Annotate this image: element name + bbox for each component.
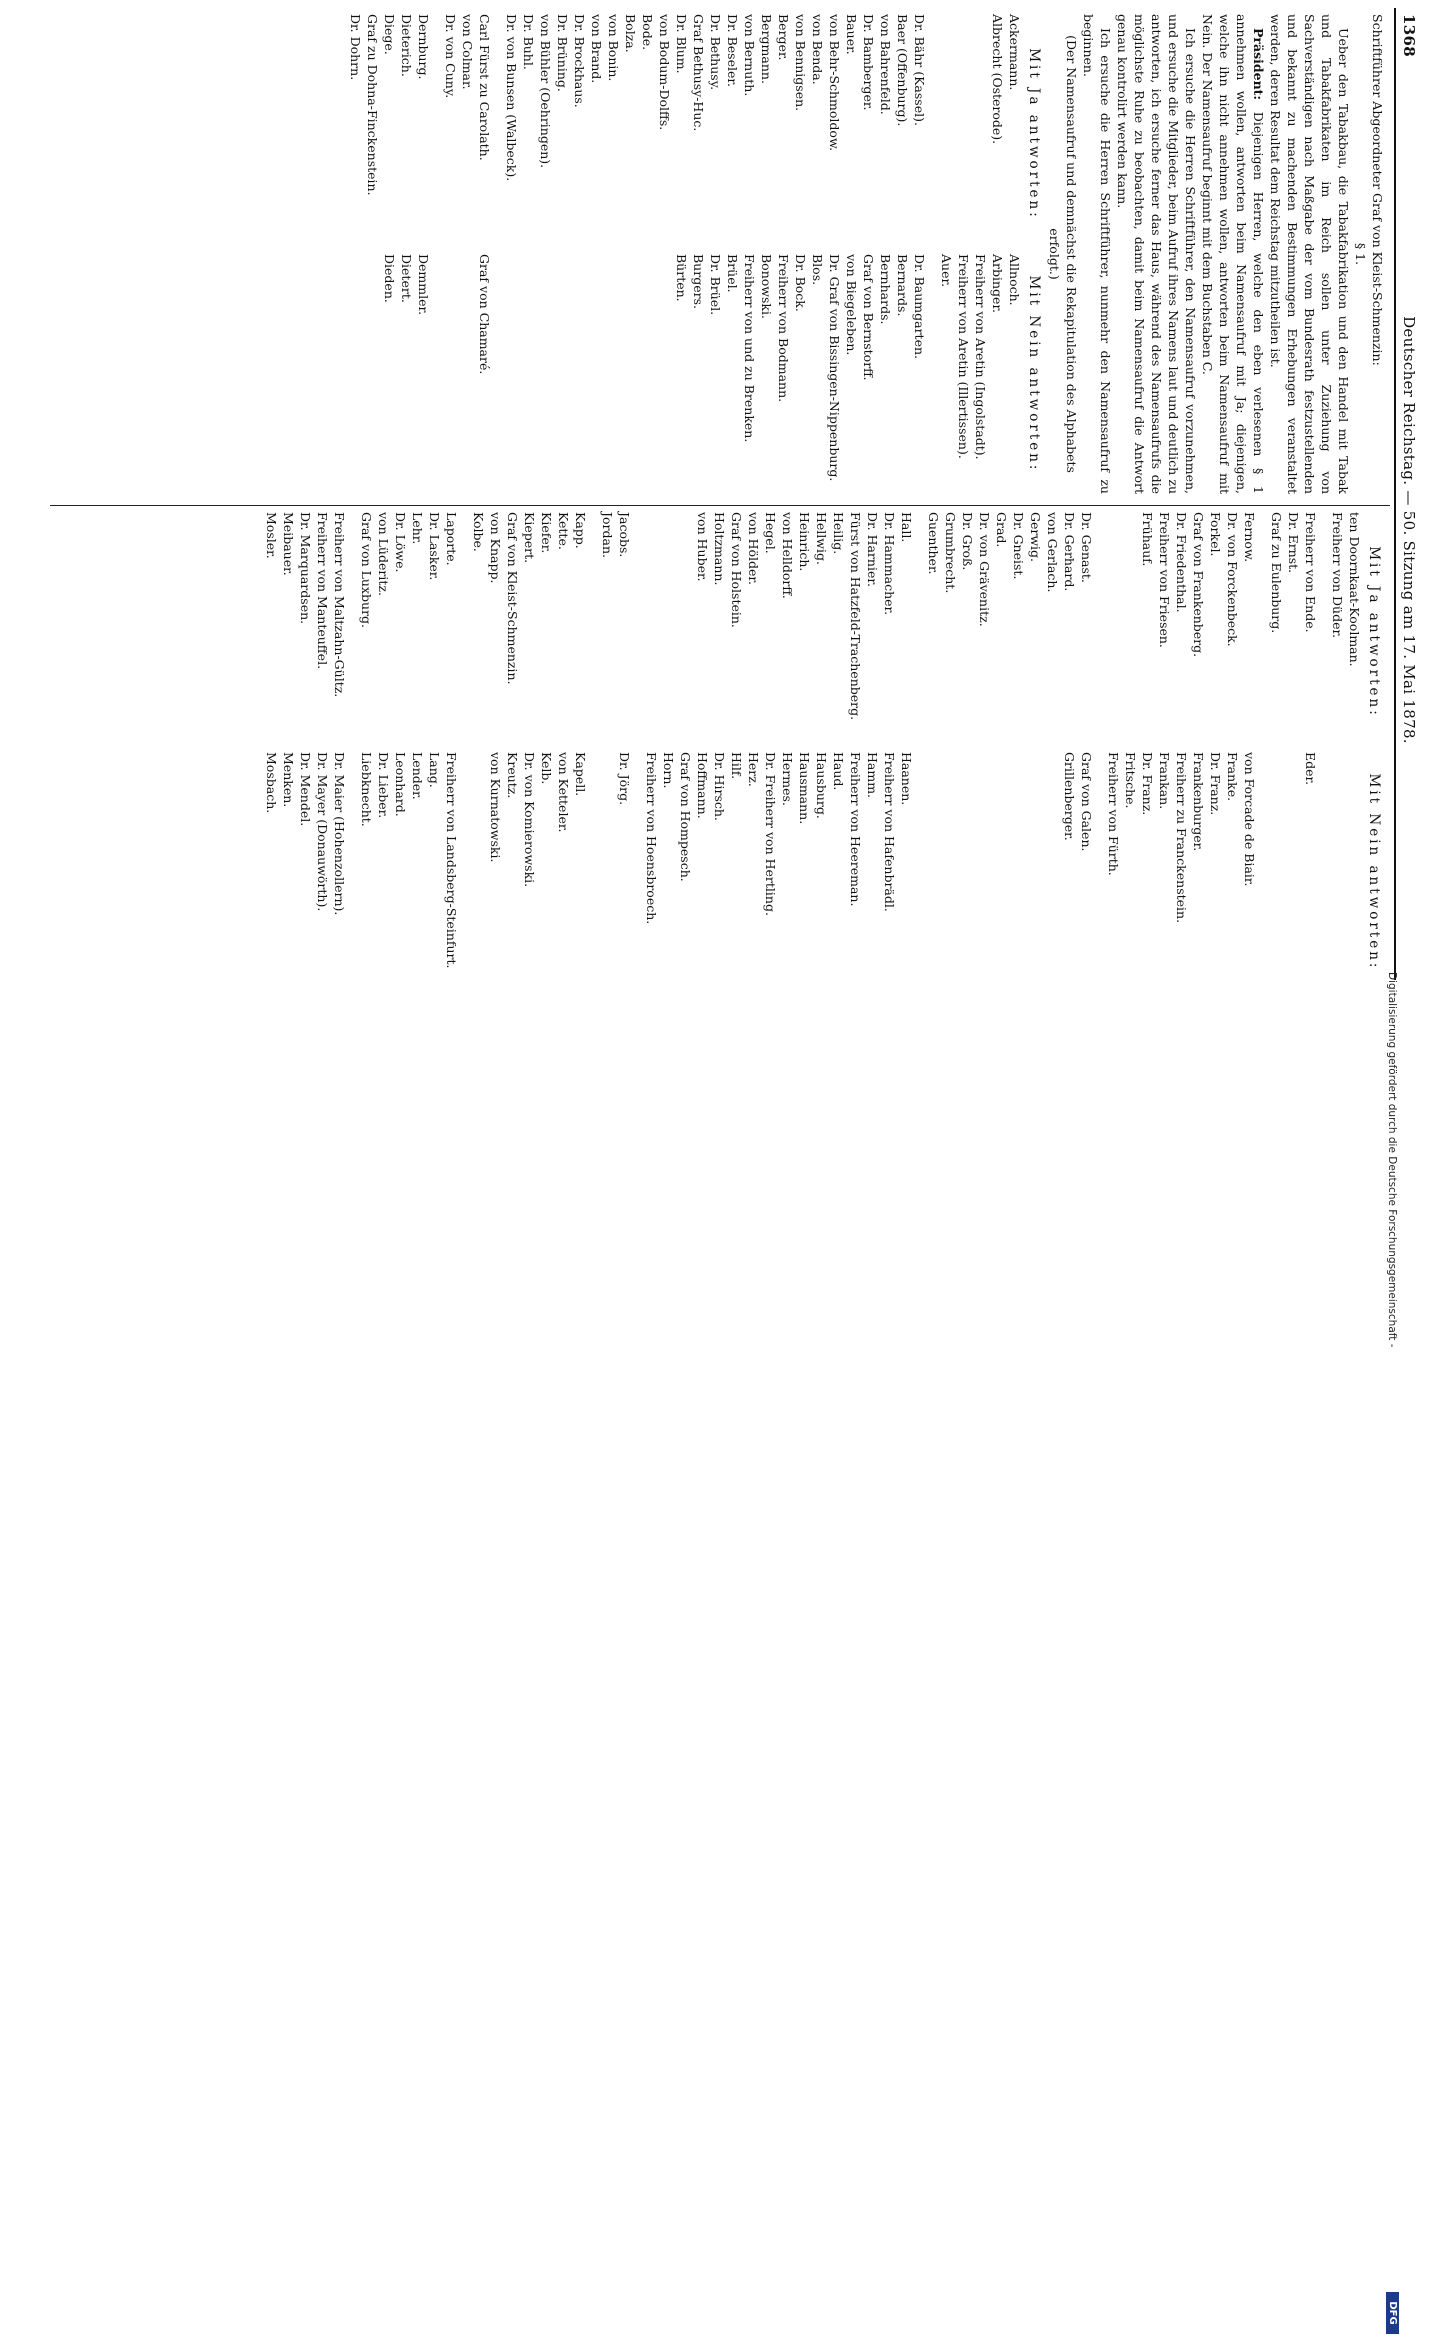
member-name: Hermes. bbox=[780, 752, 795, 806]
member-name: Auer. bbox=[939, 254, 954, 288]
member-name: von Forcade de Biair. bbox=[1242, 752, 1257, 887]
member-name: Carl Fürst zu Carolath. bbox=[477, 14, 492, 161]
member-name: Graf von Holstein. bbox=[729, 512, 744, 628]
member-name: Dr. von Cuny. bbox=[443, 14, 458, 99]
member-name: Forkel. bbox=[1208, 512, 1223, 557]
member-name: von Lüderitz. bbox=[376, 512, 391, 596]
member-name: Dr. Bamberger. bbox=[861, 14, 876, 111]
member-name: Bonowski. bbox=[759, 254, 774, 319]
member-name: Dr. Ernst. bbox=[1286, 512, 1301, 574]
nein-heading-right: Mit Nein antworten: bbox=[1366, 773, 1382, 971]
ja-heading-left: Mit Ja antworten: bbox=[1026, 48, 1042, 220]
ja-list bbox=[503, 14, 928, 254]
member-name: Jordan. bbox=[600, 512, 615, 558]
member-name: Freiherr von Ende. bbox=[1303, 512, 1318, 633]
nein-list bbox=[263, 752, 348, 992]
member-name: Dr. von Komierowski. bbox=[522, 752, 537, 888]
member-name: Grillenberger. bbox=[1062, 752, 1077, 841]
member-name: Freiherr von Fürth. bbox=[1106, 752, 1121, 876]
member-name: Heinrich. bbox=[797, 512, 812, 572]
member-name: Fürst von Hatzfeld-Trachenberg. bbox=[848, 512, 863, 721]
member-name: Albrecht (Osterode). bbox=[990, 14, 1005, 145]
vote-group-left-1 bbox=[938, 14, 1023, 494]
member-name: Ackermann. bbox=[1007, 14, 1022, 91]
member-name: Fernow. bbox=[1242, 512, 1257, 563]
member-name: Bauer. bbox=[844, 14, 859, 55]
nein-list-empty bbox=[1329, 752, 1363, 992]
nein-list bbox=[1268, 752, 1319, 992]
member-name: Dr. Buhl. bbox=[521, 14, 536, 70]
member-name: Frankenburger. bbox=[1191, 752, 1206, 852]
member-name: Burgers. bbox=[691, 254, 706, 309]
member-name: Hausmann. bbox=[797, 752, 812, 825]
member-name: Lehr. bbox=[410, 512, 425, 545]
member-name: Dr. Freiherr von Hertling. bbox=[763, 752, 778, 916]
member-name: Hellwig. bbox=[814, 512, 829, 565]
member-name: Bernhards. bbox=[878, 254, 893, 325]
member-name: von Bonin. bbox=[606, 14, 621, 82]
member-name: Freiherr von Heereman. bbox=[848, 752, 863, 907]
member-name: von Knapp. bbox=[488, 512, 503, 584]
nein-list bbox=[358, 752, 460, 992]
right-column bbox=[263, 512, 1386, 992]
member-name: Dr. Graf von Bissingen-Nippenburg. bbox=[827, 254, 842, 482]
member-name: Bernards. bbox=[895, 254, 910, 317]
member-name: Graf von Kleist-Schmenzin. bbox=[505, 512, 520, 685]
member-name: Dr. Bähr (Kassel). bbox=[912, 14, 927, 126]
member-name: Haud. bbox=[831, 752, 846, 791]
member-name: Freiherr von Düder. bbox=[1330, 512, 1345, 639]
member-name: Dr. Dohrn. bbox=[348, 14, 363, 81]
vote-group-right-6 bbox=[643, 512, 915, 992]
member-name: Dietert. bbox=[399, 254, 414, 303]
member-name: Kolbe. bbox=[471, 512, 486, 552]
ja-list bbox=[599, 512, 633, 752]
vote-group-right-7 bbox=[599, 512, 633, 992]
member-name: Kelb. bbox=[539, 752, 554, 785]
member-name: Lender. bbox=[410, 752, 425, 800]
member-name: Demmler. bbox=[416, 254, 431, 316]
member-name: von Brand. bbox=[589, 14, 604, 84]
member-name: Dieden. bbox=[382, 254, 397, 303]
member-name: Diege. bbox=[382, 14, 397, 55]
member-name: Dr. Löwe. bbox=[393, 512, 408, 573]
member-name: von Ketteler. bbox=[556, 752, 571, 833]
member-name: Gerwig. bbox=[1028, 512, 1043, 563]
ja-list bbox=[1105, 512, 1258, 752]
member-name: Freiherr von Aretin (Ingolstadt). bbox=[973, 254, 988, 460]
member-name: Hamm. bbox=[865, 752, 880, 799]
nein-list bbox=[1010, 752, 1095, 992]
member-name: Freiherr von Friesen. bbox=[1157, 512, 1172, 648]
member-name: Dr. Franz. bbox=[1140, 752, 1155, 816]
member-name: Freiherr von Hoensbroech. bbox=[644, 752, 659, 925]
page-number: 1368 bbox=[1400, 14, 1418, 57]
member-name: Heilig. bbox=[831, 512, 846, 555]
president-paragraph-3: Ich ersuche die Herren Schriftführer, nunmehr den Namensaufruf zu beginnen. bbox=[1081, 14, 1113, 494]
member-name: Mosler. bbox=[264, 512, 279, 559]
ja-list bbox=[442, 14, 493, 254]
bracket-note: (Der Namensaufruf und demnächst die Rekapitulation des Alphabets erfolgt.) bbox=[1047, 35, 1079, 473]
member-name: von Colmar. bbox=[460, 14, 475, 90]
header-rule bbox=[1394, 8, 1396, 980]
digitization-note: Digitalisierung gefördert durch die Deutsche Forschungsgemeinschaft - bbox=[1386, 972, 1398, 1348]
member-name: von Helldorff. bbox=[780, 512, 795, 599]
nein-list bbox=[442, 254, 493, 494]
member-name: ten Doornkaat-Koolman. bbox=[1347, 512, 1362, 667]
member-name: Graf von Bernstorff. bbox=[861, 254, 876, 381]
member-name: Freiherr von Aretin (Illertissen). bbox=[956, 254, 971, 459]
member-name: Herz. bbox=[746, 752, 761, 787]
member-name: Kreutz. bbox=[505, 752, 520, 799]
member-name: Franke. bbox=[1225, 752, 1240, 802]
member-name: Dr. Harnier. bbox=[865, 512, 880, 587]
president-text-1: Diejenigen Herren, welche den eben verlesenen § 1 annehmen wollen, antworten beim Namensaufruf mit Ja; diejenigen, welche ihn nicht annehmen wollen, antworten beim Namensaufruf mit Nein. Der Namensaufruf beginnt mit dem Buchstaben C. bbox=[1200, 14, 1266, 494]
member-name: Dr. von Grävenitz. bbox=[977, 512, 992, 627]
header-title: Deutscher Reichstag. — 50. Sitzung am 17. Mai 1878. bbox=[1400, 316, 1418, 744]
member-name: von Biegeleben. bbox=[844, 254, 859, 356]
member-name: Hegel. bbox=[763, 512, 778, 554]
member-name: Freiherr von Manteuffel. bbox=[315, 512, 330, 670]
member-name: Graf von Galen. bbox=[1079, 752, 1094, 852]
nein-list bbox=[643, 752, 915, 992]
member-name: von Kurnatowski. bbox=[488, 752, 503, 863]
law-text: Ueber den Tabakbau, die Tabakfabrikation und den Handel mit Tabak und Tabakfabrikaten im Reich sollen unter Zuziehung von Sachverständigen nach Maßgabe der vom Bundesrath festzustellenden und bekannt zu machenden Bestimmungen Erhebungen veranstaltet werden, deren Resultat dem Reichstag mitzutheilen ist. bbox=[1268, 14, 1351, 494]
vote-group-right-9 bbox=[358, 512, 460, 992]
member-name: Dr. Gerhard. bbox=[1062, 512, 1077, 592]
member-name: von Benda. bbox=[810, 14, 825, 85]
vote-group-right-3 bbox=[1105, 512, 1258, 992]
member-name: Brüel. bbox=[725, 254, 740, 293]
member-name: Dieterich. bbox=[399, 14, 414, 77]
nein-heading-left: Mit Nein antworten: bbox=[1026, 275, 1042, 473]
member-name: Freiherr von Maltzahn-Gültz. bbox=[332, 512, 347, 698]
member-name: Dr. Hammacher. bbox=[882, 512, 897, 616]
president-paragraph-2: Ich ersuche die Herren Schriftführer, den Namensaufruf vorzunehmen, und ersuche die Mitglieder, beim Aufruf ihres Namens laut und deutlich zu antworten, ich ersuche ferner das Haus, während des Namensaufrufs die möglichste Ruhe zu beobachten, damit beim Namensaufruf die Antwort genau kontrolirt werden kann. bbox=[1115, 14, 1198, 494]
member-name: Liebknecht. bbox=[359, 752, 374, 827]
ja-list bbox=[1329, 512, 1363, 752]
member-name: Dr. Hirsch. bbox=[712, 752, 727, 821]
vote-group-left-3 bbox=[442, 14, 493, 494]
nein-list bbox=[938, 254, 1023, 494]
member-name: Guenther. bbox=[926, 512, 941, 575]
ja-list bbox=[938, 14, 1023, 254]
member-name: Dr. Friedenthal. bbox=[1174, 512, 1189, 613]
member-name: Kapp. bbox=[573, 512, 588, 549]
nein-list bbox=[503, 254, 928, 494]
member-name: Dr. Mayer (Donauwörth). bbox=[315, 752, 330, 912]
member-name: Graf von Frankenberg. bbox=[1191, 512, 1206, 658]
member-name: Lang. bbox=[427, 752, 442, 788]
member-name: Dr. Brockhaus. bbox=[572, 14, 587, 108]
member-name: Dr. Bethusy. bbox=[708, 14, 723, 91]
member-name: von Hölder. bbox=[746, 512, 761, 586]
member-name: Freiherr zu Franckenstein. bbox=[1174, 752, 1189, 924]
member-name: Dr. Lasker. bbox=[427, 512, 442, 581]
member-name: Freiherr von und zu Brenken. bbox=[742, 254, 757, 443]
speaker-line: Schriftführer Abgeordneter Graf von Kleist-Schmenzin: bbox=[1370, 14, 1385, 366]
member-name: Hilf. bbox=[729, 752, 744, 780]
nein-list bbox=[599, 752, 633, 992]
member-name: Eder. bbox=[1303, 752, 1318, 786]
member-name: von Bernuth. bbox=[742, 14, 757, 97]
member-name: Frankan. bbox=[1157, 752, 1172, 810]
member-name: Graf zu Eulenburg. bbox=[1269, 512, 1284, 634]
member-name: Graf von Hompesch. bbox=[678, 752, 693, 882]
vote-group-left-2 bbox=[503, 14, 928, 494]
ja-list bbox=[358, 512, 460, 752]
member-name: Freiherr von Landsberg-Steinfurt. bbox=[444, 752, 459, 969]
member-name: Dr. Beseler. bbox=[725, 14, 740, 87]
member-name: Dr. von Bunsen (Walbeck). bbox=[504, 14, 519, 182]
member-name: Bürten. bbox=[674, 254, 689, 302]
left-column bbox=[347, 14, 1386, 494]
member-name: Graf von Chamaré. bbox=[477, 254, 492, 375]
member-name: von Behr-Schmoldow. bbox=[827, 14, 842, 152]
dfg-logo: DFG bbox=[1386, 2292, 1399, 2334]
ja-list bbox=[263, 512, 348, 752]
member-name: Kette. bbox=[556, 512, 571, 550]
section-number: § 1. bbox=[1353, 242, 1368, 266]
nein-list bbox=[1105, 752, 1258, 992]
president-label: Präsident: bbox=[1251, 28, 1266, 101]
member-name: Leonhard. bbox=[393, 752, 408, 817]
column-divider bbox=[50, 505, 1390, 506]
member-name: Kiefer. bbox=[539, 512, 554, 554]
member-name: Hoffmann. bbox=[695, 752, 710, 819]
member-name: Grad. bbox=[994, 512, 1009, 548]
member-name: Dr. Brüning. bbox=[555, 14, 570, 92]
member-name: Horn. bbox=[661, 752, 676, 789]
member-name: Dr. Marquardsen. bbox=[298, 512, 313, 625]
ja-heading-right: Mit Ja antworten: bbox=[1366, 546, 1382, 718]
president-paragraph-1 bbox=[1199, 14, 1267, 494]
member-name: Hausburg. bbox=[814, 752, 829, 819]
member-name: von Huber. bbox=[695, 512, 710, 582]
member-name: von Gerlach. bbox=[1045, 512, 1060, 593]
member-name: Dr. von Forckenbeck. bbox=[1225, 512, 1240, 647]
vote-group-right-5 bbox=[925, 512, 1010, 992]
ja-list bbox=[347, 14, 432, 254]
member-name: Dr. Baumgarten. bbox=[912, 254, 927, 359]
vote-group-left-4 bbox=[347, 14, 432, 494]
running-header bbox=[1396, 0, 1418, 1000]
member-name: von Bühler (Oehringen). bbox=[538, 14, 553, 169]
member-name: Dernburg. bbox=[416, 14, 431, 80]
member-name: von Bennigsen. bbox=[793, 14, 808, 112]
member-name: Arbinger. bbox=[990, 254, 1005, 314]
vote-group-right-10 bbox=[263, 512, 348, 992]
member-name: Bode. bbox=[640, 14, 655, 51]
member-name: Holtzmann. bbox=[712, 512, 727, 586]
member-name: Dr. Jörg. bbox=[617, 752, 632, 806]
member-name: Fritsche. bbox=[1123, 752, 1138, 809]
ja-list bbox=[470, 512, 589, 752]
member-name: Berger. bbox=[776, 14, 791, 61]
member-name: Kiepert. bbox=[522, 512, 537, 564]
nein-list-empty bbox=[925, 752, 1010, 992]
member-name: von Bodum-Dolffs. bbox=[657, 14, 672, 131]
member-name: Graf Bethusy-Huc. bbox=[691, 14, 706, 132]
vote-headings-right bbox=[1363, 512, 1386, 992]
member-name: Graf zu Dohna-Finckenstein. bbox=[365, 14, 380, 196]
ja-list bbox=[643, 512, 915, 752]
member-name: Dr. Blum. bbox=[674, 14, 689, 74]
member-name: Dr. Franz. bbox=[1208, 752, 1223, 816]
member-name: Grumbrecht. bbox=[943, 512, 958, 594]
member-name: Graf von Luxburg. bbox=[359, 512, 374, 629]
member-name: Freiherr von Bodmann. bbox=[776, 254, 791, 403]
member-name: Dr. Lieber. bbox=[376, 752, 391, 819]
member-name: Kapell. bbox=[573, 752, 588, 797]
member-name: Jacobs. bbox=[617, 512, 632, 558]
member-name: Menken. bbox=[281, 752, 296, 808]
member-name: Haanen. bbox=[899, 752, 914, 806]
member-name: Dr. Genast. bbox=[1079, 512, 1094, 583]
member-name: Bergmann. bbox=[759, 14, 774, 84]
member-name: Meibauer. bbox=[281, 512, 296, 576]
member-name: Dr. Bock. bbox=[793, 254, 808, 312]
member-name: Hall. bbox=[899, 512, 914, 543]
ja-list bbox=[1268, 512, 1319, 752]
member-name: Bolza. bbox=[623, 14, 638, 53]
member-name: Mosbach. bbox=[264, 752, 279, 814]
nein-list bbox=[347, 254, 432, 494]
member-name: Dr. Gneist. bbox=[1011, 512, 1026, 580]
member-name: Laporte. bbox=[444, 512, 459, 566]
nein-list bbox=[470, 752, 589, 992]
vote-group-right-8 bbox=[470, 512, 589, 992]
vote-group-right-2 bbox=[1268, 512, 1319, 992]
ja-list bbox=[925, 512, 1010, 752]
member-name: von Bahrenfeld. bbox=[878, 14, 893, 115]
member-name: Dr. Maier (Hohenzollern). bbox=[332, 752, 347, 916]
vote-group-right-1 bbox=[1329, 512, 1363, 992]
digitization-footer bbox=[1382, 972, 1402, 2352]
member-name: Baer (Offenburg). bbox=[895, 14, 910, 127]
member-name: Dr. Brüel. bbox=[708, 254, 723, 316]
vote-headings-left bbox=[1023, 14, 1046, 494]
member-name: Frühauf. bbox=[1140, 512, 1155, 567]
vote-group-right-4 bbox=[1010, 512, 1095, 992]
member-name: Dr. Mendel. bbox=[298, 752, 313, 827]
member-name: Blos. bbox=[810, 254, 825, 286]
ja-list bbox=[1010, 512, 1095, 752]
member-name: Freiherr von Hafenbrädl. bbox=[882, 752, 897, 912]
member-name: Dr. Groß. bbox=[960, 512, 975, 571]
member-name: Allnoch. bbox=[1007, 254, 1022, 306]
